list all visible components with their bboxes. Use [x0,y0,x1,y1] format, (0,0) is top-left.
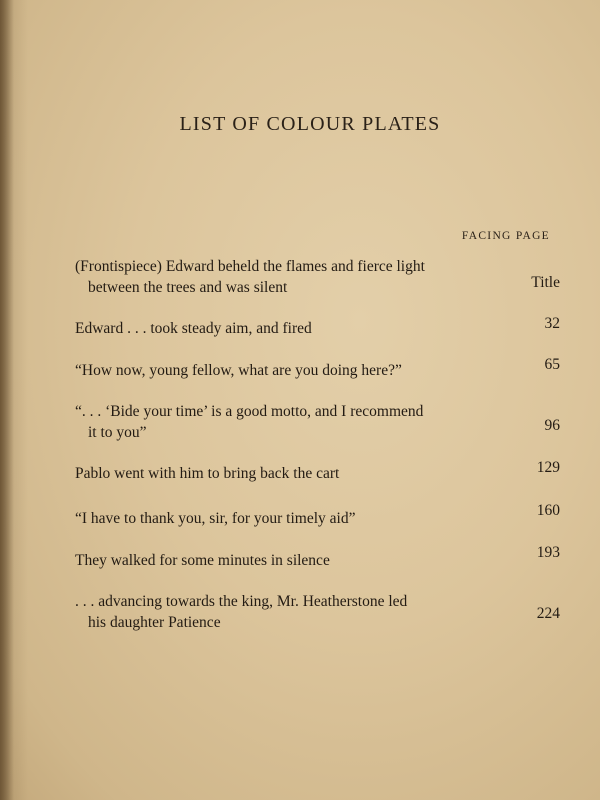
plate-entry [75,591,475,633]
plate-entry [75,318,475,339]
plate-entry [75,508,475,529]
plate-page-number: 193 [536,544,560,561]
page-title: LIST OF COLOUR PLATES [179,113,441,135]
plate-caption-line2: between the trees and was silent [88,279,288,296]
plate-page-number: 224 [536,605,560,622]
plate-caption-line2: his daughter Patience [88,614,221,631]
plate-page-number: 32 [544,315,560,332]
plate-page-number: 65 [544,356,560,373]
plate-entry [75,550,475,571]
plate-page-number: 160 [536,502,560,519]
plate-page-number: 129 [536,459,560,476]
facing-page-header: FACING PAGE [461,230,550,242]
plate-entry [75,401,475,443]
plate-entry [75,463,475,484]
plate-caption-line1: (Frontispiece) Edward beheld the flames and fierce light [75,258,425,275]
plate-caption-line1: They walked for some minutes in silence [75,552,330,569]
plate-page-number: Title [531,274,560,291]
plate-caption-line1: Edward . . . took steady aim, and fired [75,320,312,337]
plate-caption-line1: . . . advancing towards the king, Mr. Heatherstone led [75,593,408,610]
plate-caption-line1: Pablo went with him to bring back the cart [75,465,340,482]
plate-page-number: 96 [544,417,560,434]
plate-caption-line2: it to you” [88,424,147,441]
plate-entry [75,360,475,381]
plate-caption-line1: “How now, young fellow, what are you doing here?” [75,362,402,379]
plate-caption-line1: “. . . ‘Bide your time’ is a good motto, and I recommend [75,403,424,420]
plate-entry [75,256,475,298]
plate-caption-line1: “I have to thank you, sir, for your timely aid” [75,510,356,527]
